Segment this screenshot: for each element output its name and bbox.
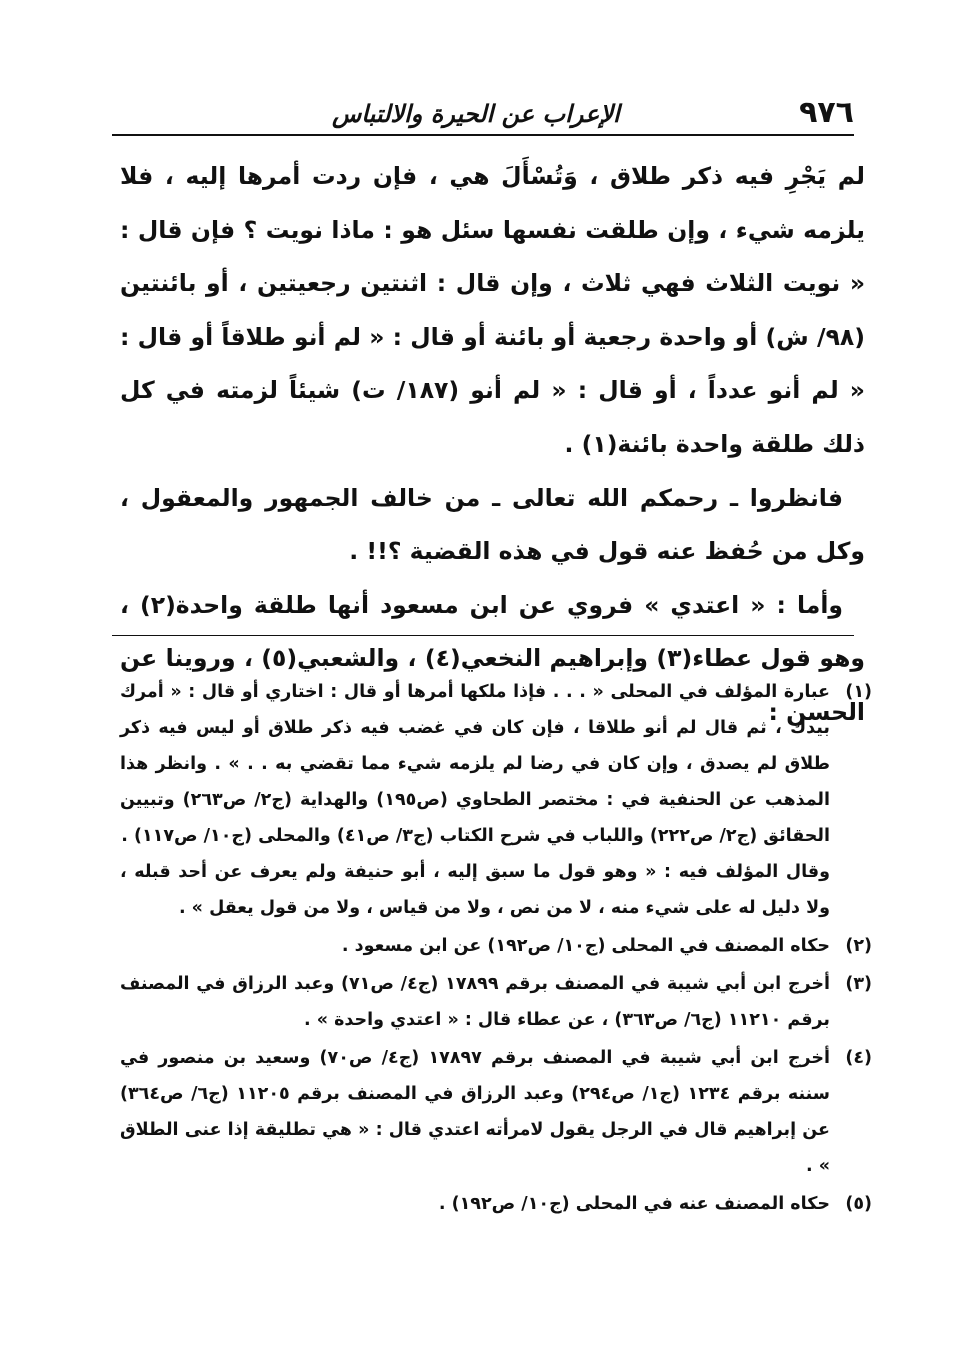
page-number: ٩٧٦ bbox=[799, 95, 854, 130]
footnote-number: (٣) bbox=[845, 974, 872, 994]
footnote-text: حكاه المصنف في المحلى (ج١٠/ ص١٩٢) عن ابن مسعود . bbox=[341, 936, 830, 956]
footnote-text: حكاه المصنف عنه في المحلى (ج١٠/ ص١٩٢) . bbox=[438, 1194, 830, 1214]
footnote bbox=[120, 1040, 872, 1184]
main-text bbox=[120, 150, 865, 740]
footnote-text: وقال المؤلف فيه : « وهو قول ما سبق إليه ، أبو حنيفة ولم يعرف عن أحد قبله ، ولا دليل له على شيء منه ، لا من نص ، ولا من قياس ، ولا من قول يعقل » . bbox=[120, 862, 830, 918]
body-paragraph: لم يَجْرِ فيه ذكر طلاق ، وَتُسْأَلَ هي ، فإن ردت أمرها إليه ، فلا يلزمه شيء ، وإن طلقت نفسها سئل هو : ماذا نويت ؟ فإن قال : « نويت الثلاث فهي ثلاث ، وإن قال : اثنتين رجعيتين ، أو بائنتين (٩٨/ ش) أو واحدة رجعية أو بائنة أو قال : « لم أنو طلاقاً أو قال : « لم أنو عدداً ، أو قال : « لم أنو (١٨٧/ ت) شيئاً لزمته في كل ذلك طلقة واحدة بائنة(١) . bbox=[120, 162, 865, 458]
body-paragraph: فانظروا ـ رحمكم الله تعالى ـ من خالف الجمهور والمعقول ، وكل من حُفظ عنه قول في هذه القضية ؟!! . bbox=[120, 483, 865, 566]
body-paragraph: وأما : « اعتدي » فروي عن ابن مسعود أنها طلقة واحدة(٢) ، وهو قول عطاء(٣) وإبراهيم النخعي(٤) ، والشعبي(٥) ، وروينا عن الحسن : bbox=[120, 590, 865, 726]
footnote-number bbox=[830, 854, 872, 926]
footnote-text: أخرج ابن أبي شيبة في المصنف برقم ١٧٨٩٩ (ج٤/ ص٧١) وعبد الرزاق في المصنف برقم ١١٢١٠ (ج٦/ ص٣٦٣) ، عن عطاء قال : « اعتدي واحدة » . bbox=[120, 974, 831, 1030]
footnote-number: (٥) bbox=[845, 1194, 872, 1214]
footnote-number: (٤) bbox=[845, 1048, 872, 1068]
footnote bbox=[120, 674, 872, 854]
footnote-number: (٢) bbox=[845, 936, 872, 956]
footnote-text: أخرج ابن أبي شيبة في المصنف برقم ١٧٨٩٧ (ج٤/ ص٧٠) وسعيد بن منصور في سننه برقم ١٢٣٤ (ج١/ ص٢٩٤) وعبد الرزاق في المصنف برقم ١١٢٠٥ (ج٦/ ص٣٦٤) عن إبراهيم قال في الرجل يقول لامرأته اعتدي قال : « هي تطليقة إذا عنى الطلاق » . bbox=[120, 1048, 831, 1176]
footnote bbox=[120, 928, 872, 964]
footnote-number: (١) bbox=[845, 682, 872, 702]
footnote-divider bbox=[112, 635, 854, 636]
footnote-text: عبارة المؤلف في المحلى « . . . فإذا ملكها أمرها أو قال : اختاري أو قال : « أمرك بيدك ، ثم قال لم أنو طلاقا ، فإن كان في غضب فيه ذكر طلاق أو ليس فيه ذكر طلاق لم يصدق ، وإن كان في رضا لم يلزمه شيء مما تقضي به . . » . وانظر هذا المذهب عن الحنفية في : مختصر الطحاوي (ص١٩٥) والهداية (ج٢/ ص٢٦٣) وتبيين الحقائق (ج٢/ ص٢٢٢) واللباب في شرح الكتاب (ج٣/ ص٤١) والمحلى (ج١٠/ ص١١٧) . bbox=[120, 682, 830, 846]
footnotes bbox=[120, 674, 872, 1222]
running-title: الإعراب عن الحيرة والالتباس bbox=[332, 99, 620, 128]
footnote bbox=[120, 854, 872, 926]
header-divider bbox=[112, 134, 854, 136]
footnote bbox=[120, 966, 872, 1038]
page-header bbox=[112, 70, 854, 132]
footnote bbox=[120, 1186, 872, 1222]
